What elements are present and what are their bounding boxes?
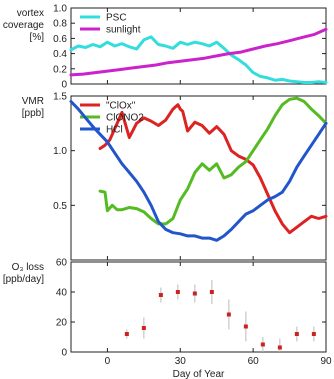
legend-label: HCl — [106, 124, 123, 136]
y-tick-label: 0.4 — [53, 49, 67, 61]
y-axis-label: coverage — [2, 20, 44, 31]
y-axis-label: O₃ loss — [11, 262, 44, 273]
data-point — [159, 293, 163, 297]
panel-3 — [3, 258, 332, 379]
legend-label: ClONO2 — [106, 112, 144, 124]
data-point — [176, 290, 180, 294]
data-point — [125, 332, 129, 336]
x-tick-label: 60 — [247, 356, 259, 367]
y-axis-label: [ppb/day] — [2, 274, 44, 285]
x-tick-label: 30 — [174, 356, 186, 367]
y-axis-label: [%] — [29, 32, 44, 43]
y-tick-label: 0.8 — [53, 18, 67, 30]
y-axis-label: [ppb] — [21, 108, 44, 119]
x-axis-label: Day of Year — [172, 369, 225, 379]
legend-label: PSC — [106, 12, 127, 24]
data-point — [261, 343, 265, 347]
panel-2 — [22, 92, 326, 261]
data-point — [142, 326, 146, 330]
y-tick-label: 0.5 — [53, 200, 67, 212]
y-axis-label: vortex — [16, 8, 44, 19]
y-tick-label: 1.0 — [53, 3, 67, 15]
legend-label: sunlight — [106, 24, 141, 36]
y-tick-label: 0.2 — [53, 64, 67, 76]
y-tick-label: 1.5 — [53, 91, 67, 103]
data-point — [227, 313, 231, 317]
x-tick-label: 0 — [104, 356, 111, 367]
data-point — [278, 346, 282, 350]
y-axis-label: VMR — [21, 96, 44, 107]
y-tick-label: 20 — [55, 317, 67, 329]
y-tick-label: 0 — [61, 79, 67, 91]
data-point — [295, 332, 299, 336]
plot-frame — [71, 262, 326, 352]
x-tick-label: 90 — [320, 356, 332, 367]
data-point — [210, 290, 214, 294]
legend-label: "ClOx" — [106, 100, 136, 112]
y-tick-label: 60 — [55, 257, 67, 269]
y-tick-label: 0 — [61, 347, 67, 359]
y-tick-label: 0.6 — [53, 33, 67, 45]
panel-1 — [3, 4, 326, 91]
data-point — [244, 325, 248, 329]
series-line-2 — [71, 29, 326, 75]
y-tick-label: 1.0 — [53, 146, 67, 158]
data-point — [193, 292, 197, 296]
y-tick-label: 40 — [55, 287, 67, 299]
data-point — [312, 332, 316, 336]
